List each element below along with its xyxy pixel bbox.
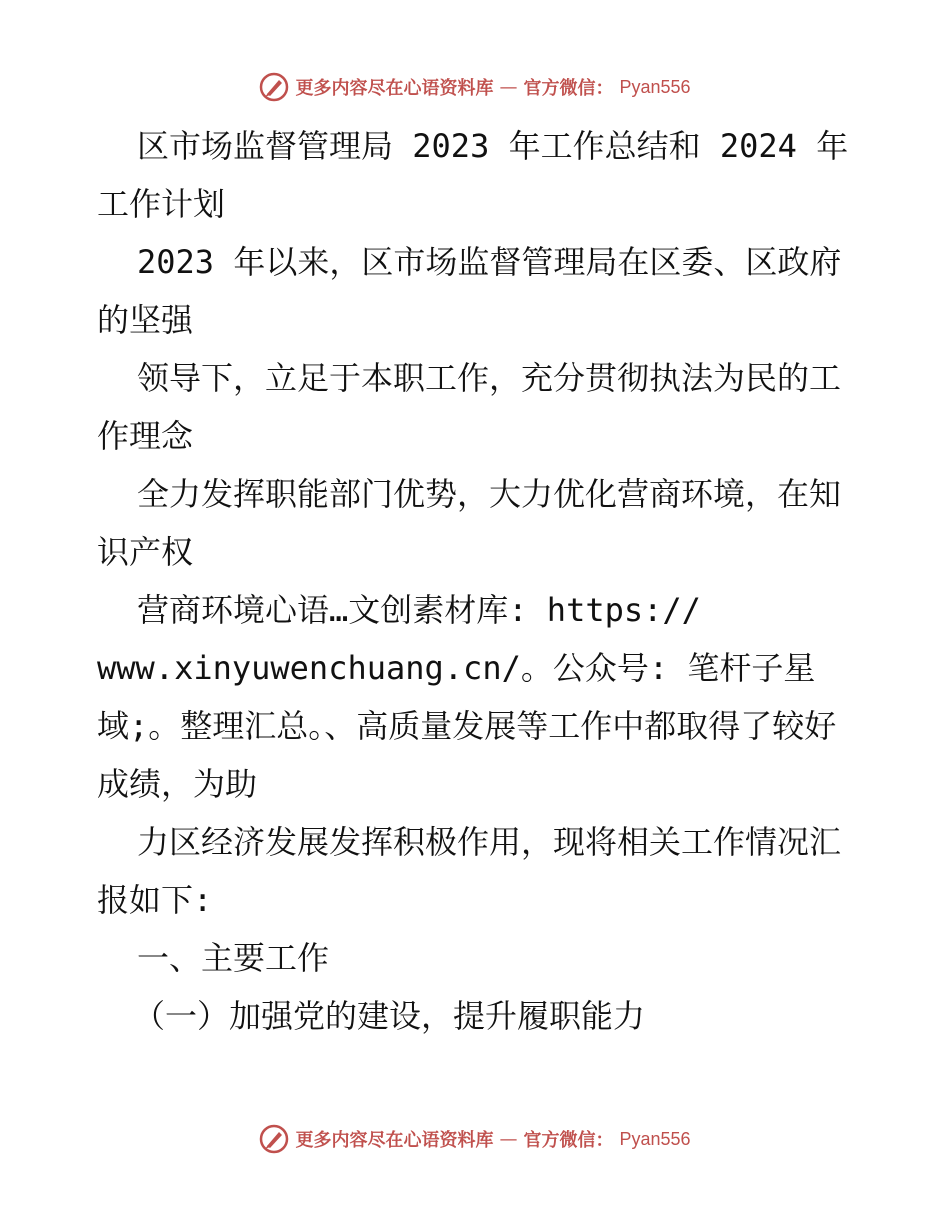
inserted-promo-text: [97, 581, 857, 813]
watermark-separator: —: [499, 1128, 518, 1150]
document-title: 区市场监督管理局 2023 年工作总结和 2024 年工作计划: [97, 127, 849, 223]
watermark-wechat-label: 官方微信：: [523, 78, 614, 99]
document-body: [97, 117, 857, 1045]
promo-line-1: 营商环境心语…文创素材库: https://: [137, 591, 701, 629]
pen-logo-icon: [259, 72, 289, 102]
watermark-text: 更多内容尽在心语资料库: [295, 78, 494, 99]
promo-line-3: 域;。整理汇总。、高质量发展等工作中都取得了较好成绩，为助: [97, 707, 837, 803]
watermark-wechat-id: Pyan556: [619, 76, 691, 97]
paragraph-4: 力区经济发展发挥积极作用，现将相关工作情况汇报如下:: [97, 823, 842, 919]
section-heading-1: 一、主要工作: [137, 939, 330, 977]
promo-line-2: www.xinyuwenchuang.cn/。公众号: 笔杆子星: [97, 649, 816, 687]
watermark-separator: —: [499, 76, 518, 98]
pen-logo-icon: [259, 1124, 289, 1154]
footer-watermark: [0, 1124, 950, 1154]
paragraph-1: 2023 年以来，区市场监督管理局在区委、区政府的坚强: [97, 243, 842, 339]
paragraph-2: 领导下，立足于本职工作，充分贯彻执法为民的工作理念: [97, 359, 842, 455]
watermark-wechat-label: 官方微信：: [523, 1130, 614, 1151]
watermark-wechat-id: Pyan556: [619, 1128, 691, 1149]
header-watermark: [0, 72, 950, 102]
paragraph-3: 全力发挥职能部门优势，大力优化营商环境，在知识产权: [97, 475, 842, 571]
watermark-text: 更多内容尽在心语资料库: [295, 1130, 494, 1151]
section-heading-2: （一）加强党的建设，提升履职能力: [133, 997, 646, 1035]
